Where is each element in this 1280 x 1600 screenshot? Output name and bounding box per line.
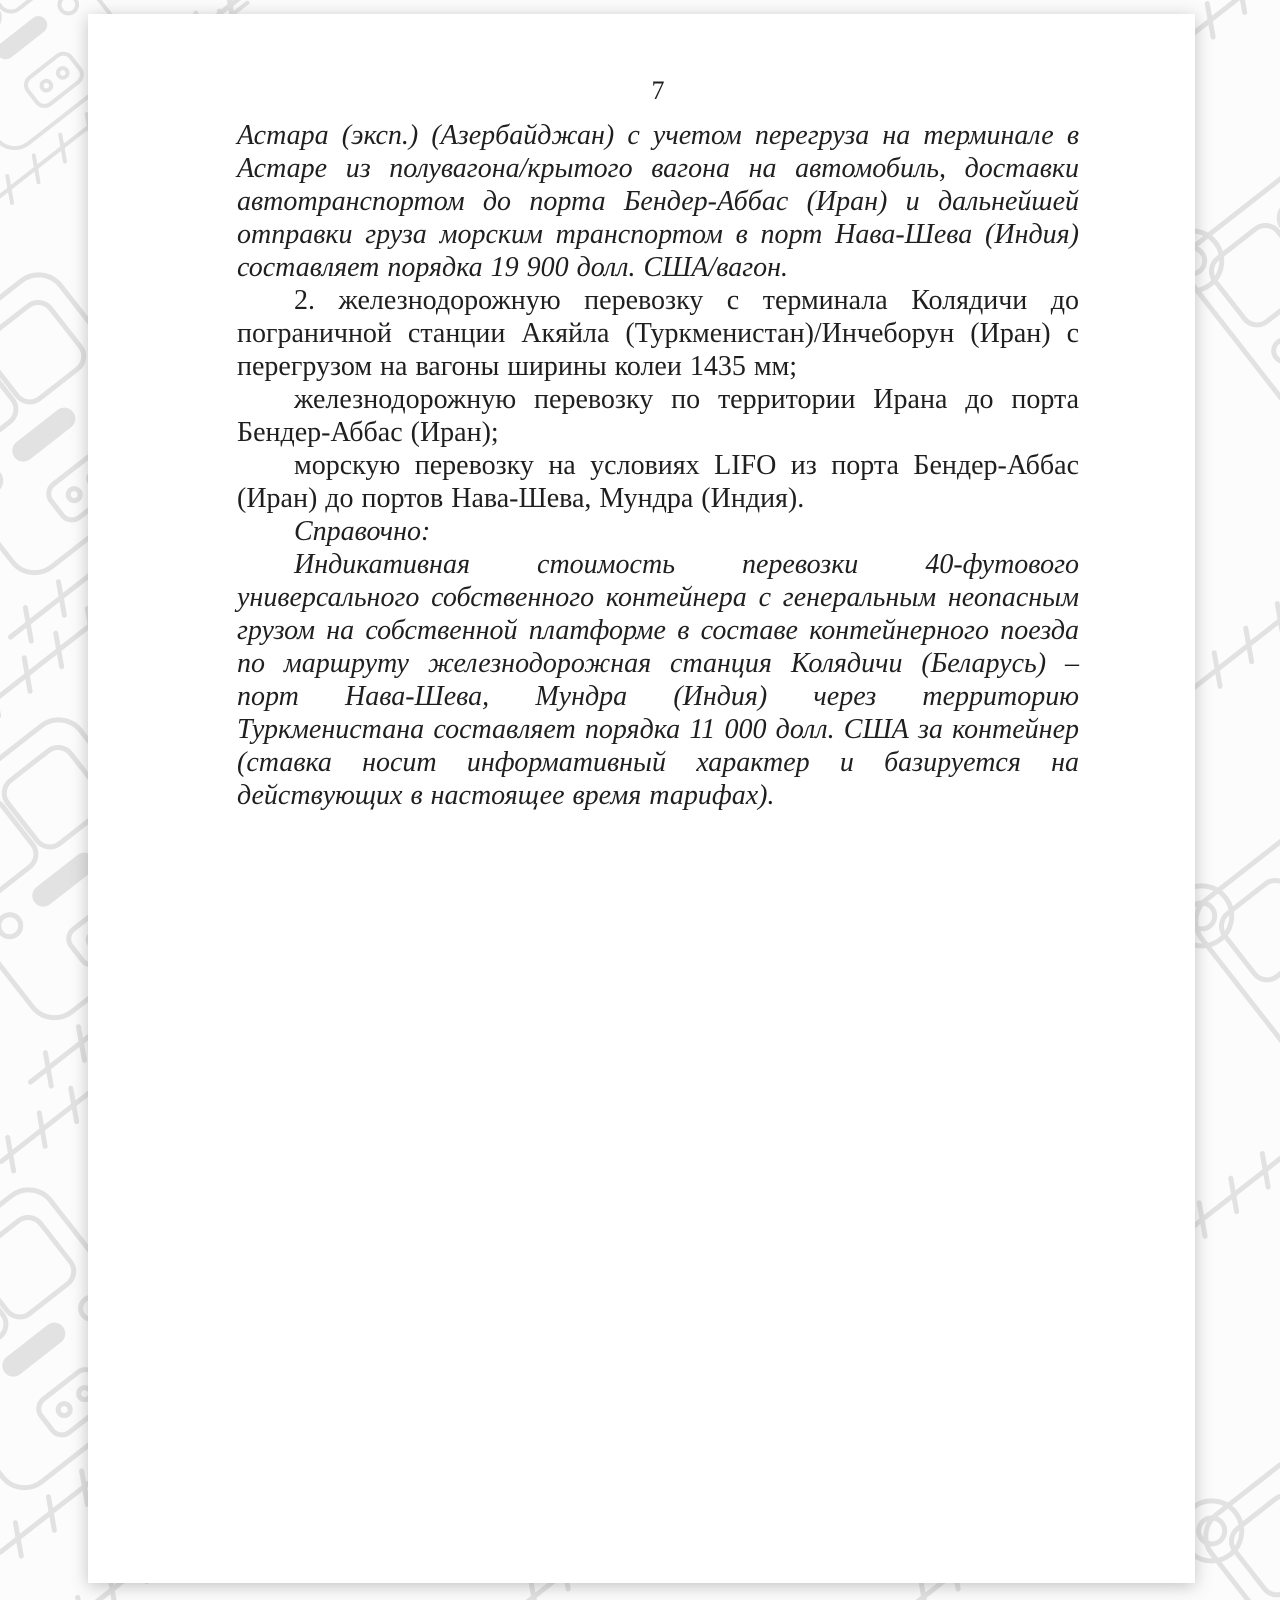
paragraph-rail-iran: железнодорожную перевозку по территории Ирана до порта Бендер-Аббас (Иран);	[237, 384, 1079, 448]
paragraph-reference-label: Справочно:	[294, 516, 431, 547]
paragraph-item-2-rail-kolyadichi: 2. железнодорожную перевозку с терминала Колядичи до пограничной станции Акяйла (Туркменистан)/Инчеборун (Иран) с перегрузом на вагоны ширины колеи 1435 мм;	[237, 285, 1079, 382]
paragraph-sea-lifo: морскую перевозку на условиях LIFO из порта Бендер-Аббас (Иран) до портов Нава-Шева, Мундра (Индия).	[237, 450, 1079, 514]
document-page	[88, 14, 1195, 1583]
paragraph-astara-cost: Астара (эксп.) (Азербайджан) с учетом перегруза на терминале в Астаре из полувагона/крытого вагона на автомобиль, доставки автотранспортом до порта Бендер-Аббас (Иран) и дальнейшей отправки груза морским транспортом в порт Нава-Шева (Индия) составляет порядка 19 900 долл. США/вагон.	[237, 120, 1079, 283]
page-number: 7	[651, 76, 665, 105]
document-body	[237, 119, 1079, 812]
paragraph-indicative-cost-part1: Индикативная стоимость перевозки 40-футового универсального собственного контейнера с генеральным неопасным грузом на собственной платформе в составе контейнерного поезда по маршруту железнодорожная станция Колядичи (Беларусь) –	[237, 549, 1079, 679]
paragraph-indicative-cost-part2: порт Нава-Шева, Мундра (Индия) через территорию Туркменистана составляет порядка 11 000 долл. США за контейнер (ставка носит информативный характер и базируется на действующих в настоящее время тарифах).	[237, 681, 1079, 811]
